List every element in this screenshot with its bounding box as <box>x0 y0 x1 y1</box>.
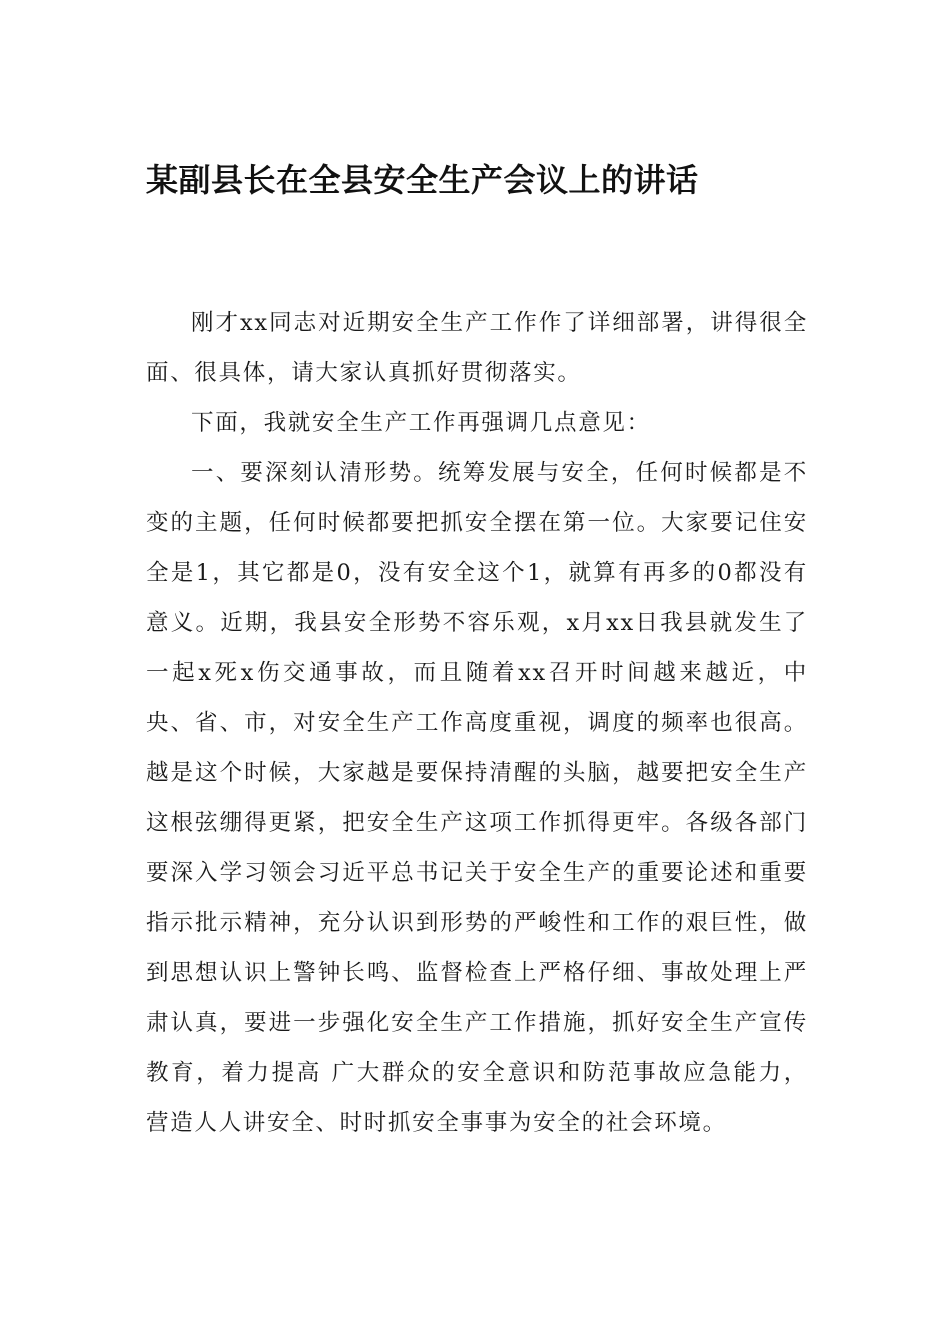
paragraph-transition: 下面，我就安全生产工作再强调几点意见： <box>191 410 651 436</box>
document-body <box>146 298 808 1148</box>
paragraph-section-one: 一、要深刻认清形势。统筹发展与安全，任何时候都是不变的主题，任何时候都要把抓安全摆在第一位。大家要记住安全是1，其它都是0，没有安全这个1，就算有再多的0都没有意义。近期，我县安全形势不容乐观，x月xx日我县就发生了一起x死x伤交通事故，而且随着xx召开时间越来越近，中央、省、市，对安全生产工作高度重视，调度的频率也很高。越是这个时候，大家越是要保持清醒的头脑，越要把安全生产这根弦绷得更紧，把安全生产这项工作抓得更牢。各级各部门要深入学习领会习近平总书记关于安全生产的重要论述和重要指示批示精神，充分认识到形势的严峻性和工作的艰巨性，做到思想认识上警钟长鸣、监督检查上严格仔细、事故处理上严肃认真，要进一步强化安全生产工作措施，抓好安全生产宣传教育，着力提高 广大群众的安全意识和防范事故应急能力，营造人人讲安全、时时抓安全事事为安全的社会环境。 <box>146 460 808 1136</box>
document-title: 某副县长在全县安全生产会议上的讲话 <box>146 161 699 199</box>
paragraph-intro: 刚才xx同志对近期安全生产工作作了详细部署，讲得很全面、很具体，请大家认真抓好贯彻落实。 <box>146 310 808 386</box>
